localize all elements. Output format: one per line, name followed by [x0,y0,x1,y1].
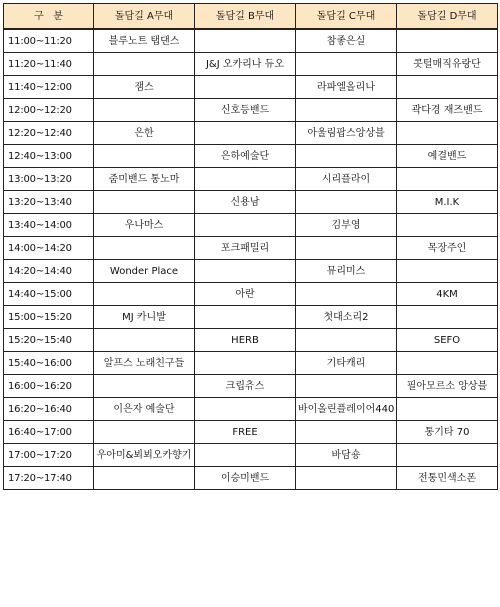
table-row [4,306,498,329]
table-row [4,283,498,306]
stage-c-performer [296,467,397,490]
time-slot: 16:00~16:20 [4,375,94,398]
stage-b-performer: J&J 오카리나 듀오 [195,53,296,76]
stage-c-performer [296,421,397,444]
time-slot: 15:20~15:40 [4,329,94,352]
stage-c-performer: 라파엘올리나 [296,76,397,99]
stage-c-performer: 뮤리미스 [296,260,397,283]
time-slot: 11:00~11:20 [4,29,94,53]
table-row [4,260,498,283]
time-slot: 14:20~14:40 [4,260,94,283]
stage-d-performer: 목장주인 [397,237,498,260]
time-slot: 14:00~14:20 [4,237,94,260]
stage-a-performer: 우아미&뵈뵈오카향기 [94,444,195,467]
header-row [4,4,498,30]
stage-d-performer: 4KM [397,283,498,306]
time-slot: 12:40~13:00 [4,145,94,168]
stage-c-performer: 기타캐리 [296,352,397,375]
stage-d-performer: 예결밴드 [397,145,498,168]
stage-c-performer: 첫대소리2 [296,306,397,329]
table-row [4,444,498,467]
time-slot: 16:40~17:00 [4,421,94,444]
stage-b-performer: 신호등밴드 [195,99,296,122]
stage-b-performer: HERB [195,329,296,352]
stage-b-performer [195,444,296,467]
stage-a-performer: 알프스 노래친구들 [94,352,195,375]
stage-d-performer: 곽다경 재즈밴드 [397,99,498,122]
stage-a-performer [94,375,195,398]
time-slot: 15:40~16:00 [4,352,94,375]
stage-c-performer [296,191,397,214]
stage-b-performer: 은하예술단 [195,145,296,168]
stage-d-performer [397,76,498,99]
stage-a-performer: 은한 [94,122,195,145]
table-row [4,122,498,145]
table-row [4,168,498,191]
stage-c-performer: 바이올린플레이어440 [296,398,397,421]
stage-d-performer: 전통민색소폰 [397,467,498,490]
stage-d-performer: 통기타 70 [397,421,498,444]
stage-d-performer [397,398,498,421]
stage-b-performer: FREE [195,421,296,444]
stage-c-performer: 시리플라이 [296,168,397,191]
stage-c-performer [296,145,397,168]
stage-c-performer: 아울림팝스앙상블 [296,122,397,145]
header-stage-b: 돌담길 B무대 [195,4,296,30]
stage-a-performer: Wonder Place [94,260,195,283]
stage-b-performer: 크립츄스 [195,375,296,398]
stage-d-performer [397,214,498,237]
stage-a-performer: MJ 카니발 [94,306,195,329]
header-stage-a: 돌담길 A무대 [94,4,195,30]
time-slot: 13:40~14:00 [4,214,94,237]
table-row [4,237,498,260]
table-row [4,467,498,490]
stage-a-performer: 이은자 예술단 [94,398,195,421]
stage-b-performer [195,168,296,191]
time-slot: 11:40~12:00 [4,76,94,99]
time-slot: 17:20~17:40 [4,467,94,490]
time-slot: 12:20~12:40 [4,122,94,145]
stage-d-performer [397,168,498,191]
stage-b-performer [195,260,296,283]
stage-c-performer [296,53,397,76]
header-stage-d: 돌담길 D무대 [397,4,498,30]
table-row [4,145,498,168]
table-row [4,214,498,237]
stage-d-performer [397,260,498,283]
time-slot: 16:20~16:40 [4,398,94,421]
header-time: 구 분 [4,4,94,30]
schedule-body [4,29,498,490]
stage-a-performer: 잼스 [94,76,195,99]
stage-c-performer [296,329,397,352]
schedule-container [3,3,498,490]
stage-d-performer: 콧털매직유랑단 [397,53,498,76]
stage-c-performer [296,237,397,260]
stage-c-performer: 김부영 [296,214,397,237]
stage-b-performer [195,29,296,53]
stage-b-performer: 포크패밀리 [195,237,296,260]
table-row [4,421,498,444]
stage-d-performer [397,306,498,329]
stage-b-performer [195,122,296,145]
stage-d-performer: 필아모르소 앙상블 [397,375,498,398]
stage-a-performer [94,145,195,168]
stage-d-performer [397,444,498,467]
table-row [4,99,498,122]
stage-a-performer [94,421,195,444]
stage-c-performer [296,375,397,398]
time-slot: 13:20~13:40 [4,191,94,214]
stage-a-performer [94,99,195,122]
stage-c-performer [296,283,397,306]
stage-d-performer [397,352,498,375]
stage-b-performer [195,306,296,329]
stage-b-performer [195,214,296,237]
stage-a-performer [94,467,195,490]
stage-a-performer [94,283,195,306]
table-row [4,398,498,421]
time-slot: 12:00~12:20 [4,99,94,122]
header-stage-c: 돌담길 C무대 [296,4,397,30]
stage-d-performer: M.I.K [397,191,498,214]
stage-d-performer [397,122,498,145]
stage-a-performer [94,191,195,214]
table-row [4,375,498,398]
stage-b-performer: 이승미밴드 [195,467,296,490]
time-slot: 14:40~15:00 [4,283,94,306]
stage-b-performer [195,352,296,375]
stage-c-performer: 바담숑 [296,444,397,467]
table-row [4,329,498,352]
stage-d-performer: SEFO [397,329,498,352]
stage-a-performer: 우나마스 [94,214,195,237]
time-slot: 15:00~15:20 [4,306,94,329]
stage-schedule-table [3,3,498,490]
table-row [4,191,498,214]
table-row [4,352,498,375]
stage-c-performer [296,99,397,122]
time-slot: 17:00~17:20 [4,444,94,467]
stage-a-performer [94,329,195,352]
table-row [4,29,498,53]
time-slot: 13:00~13:20 [4,168,94,191]
stage-a-performer [94,237,195,260]
stage-d-performer [397,29,498,53]
table-row [4,76,498,99]
stage-b-performer [195,398,296,421]
stage-c-performer: 참좋은실 [296,29,397,53]
stage-a-performer: 블루노트 탭댄스 [94,29,195,53]
table-row [4,53,498,76]
stage-a-performer: 줌미밴드 통노마 [94,168,195,191]
stage-b-performer: 아란 [195,283,296,306]
stage-b-performer: 신용남 [195,191,296,214]
stage-a-performer [94,53,195,76]
stage-b-performer [195,76,296,99]
time-slot: 11:20~11:40 [4,53,94,76]
